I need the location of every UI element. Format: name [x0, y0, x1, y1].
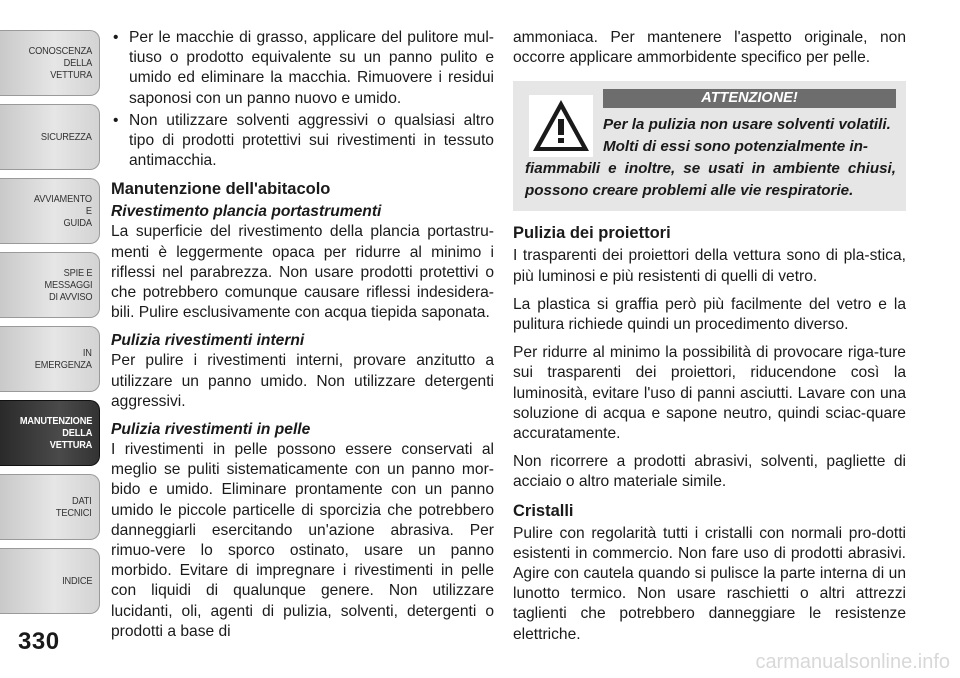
tab-avviamento-e-guida[interactable] [0, 178, 100, 244]
page-number: 330 [18, 628, 60, 655]
tab-conoscenza-della-vettura[interactable] [0, 30, 100, 96]
right-column [513, 28, 906, 653]
tab-label: IN EMERGENZA [35, 347, 92, 371]
paragraph: Non ricorrere a prodotti abrasivi, solventi, pagliette di acciaio o altro materiale simile. [513, 453, 906, 491]
paragraph: Per pulire i rivestimenti interni, provare anzitutto a utilizzare un panno umido. Non utilizzare detergenti aggressivi. [111, 352, 494, 410]
tab-label: SICUREZZA [41, 131, 92, 143]
tab-label: SPIE E MESSAGGI DI AVVISO [44, 267, 92, 303]
subsection-title: Pulizia rivestimenti interni [111, 332, 305, 350]
paragraph: ammoniaca. Per mantenere l'aspetto originale, non occorre applicare ammorbidente specifico per pelle. [513, 29, 906, 67]
tab-label: INDICE [61, 575, 92, 587]
section-title: Manutenzione dell'abitacolo [111, 180, 331, 199]
paragraph: Per ridurre al minimo la possibilità di provocare riga-ture sui trasparenti dei proiettori, riducendone così la luminosità, evitare l'uso di panni asciutti. Lavare con una soluzione di acqua e sapone neutro, quindi sciac-quare accuratamente. [513, 344, 906, 443]
bullet-item [111, 111, 494, 172]
warning-box [513, 81, 906, 211]
subsection-title: Pulizia rivestimenti in pelle [111, 421, 311, 439]
warning-header: ATTENZIONE! [603, 89, 896, 108]
tab-label: CONOSCENZA DELLA VETTURA [28, 45, 92, 81]
bullet-text: • Per le macchie di grasso, applicare del pulitore mul-tiuso o prodotto equivalente su un panno pulito e umido ed eliminare la macchia. Rimuovere i residui saponosi con un panno nuovo e umido. [129, 29, 494, 107]
watermark: carmanualsonline.info [755, 651, 950, 673]
tab-spie-e-messaggi-di-avviso[interactable] [0, 252, 100, 318]
tab-in-emergenza[interactable] [0, 326, 100, 392]
warning-line: fiammabili e inoltre, se usati in ambiente chiusi, possono creare problemi alle vie respiratorie. [525, 160, 896, 200]
chapter-sidebar [0, 0, 100, 678]
tab-label: MANUTENZIONE DELLA VETTURA [19, 415, 92, 451]
left-column [111, 28, 494, 650]
tab-indice[interactable] [0, 548, 100, 614]
warning-line: Per la pulizia non usare solventi volatili. [603, 116, 891, 134]
paragraph: I trasparenti dei proiettori della vettura sono di pla-stica, più luminosi e più resistenti di quelli di vetro. [513, 247, 906, 285]
subsection-title: Rivestimento plancia portastrumenti [111, 203, 382, 221]
section-title: Pulizia dei proiettori [513, 224, 671, 243]
tab-label: DATI TECNICI [56, 495, 92, 519]
paragraph: Pulire con regolarità tutti i cristalli con normali pro-dotti esistenti in commercio. Non fare uso di prodotti abrasivi. Agire con cautela quando si pulisce la parte interna di un lunotto termico. Non usare raschietti o altri attrezzi taglienti che potrebbero danneggiare le resistenze elettriche. [513, 524, 906, 643]
paragraph: La superficie del rivestimento della plancia portastru-menti è leggermente opaca per ridurre al minimo i riflessi nel parabrezza. Non usare prodotti protettivi o che potrebbero comunque causare riflessi indesidera-bili. Pulire esclusivamente con acqua tiepida saponata. [111, 223, 494, 322]
bullet-item [111, 28, 494, 109]
section-title: Cristalli [513, 501, 574, 520]
tab-sicurezza[interactable] [0, 104, 100, 170]
paragraph: La plastica si graffia però più facilmente del vetro e la pulitura richiede quindi un procedimento diverso. [513, 295, 906, 334]
warning-line: Molti di essi sono potenzialmente in- [603, 138, 868, 156]
paragraph: I rivestimenti in pelle possono essere conservati al meglio se puliti sistematicamente con un panno mor-bido e umido. Eliminare prontamente con un panno umido le piccole particelle di sporcizia che potrebbero danneggiarli esercitando un'azione abrasiva. Per rimuo-vere lo sporco ostinato, usare un panno morbido. Evitare di impregnare i rivestimenti in pelle con liquidi di qualunque genere. Non utilizzare lucidanti, oli, agenti di pulizia, solventi, detergenti o prodotti a base di [111, 441, 494, 640]
tab-dati-tecnici[interactable] [0, 474, 100, 540]
bullet-text: • Non utilizzare solventi aggressivi o qualsiasi altro tipo di prodotti protettivi sui rivestimenti in tessuto antimacchia. [129, 111, 494, 170]
warning-triangle-icon [529, 95, 593, 157]
tab-label: AVVIAMENTO E GUIDA [34, 193, 92, 229]
tab-manutenzione-della-vettura[interactable] [0, 400, 100, 466]
